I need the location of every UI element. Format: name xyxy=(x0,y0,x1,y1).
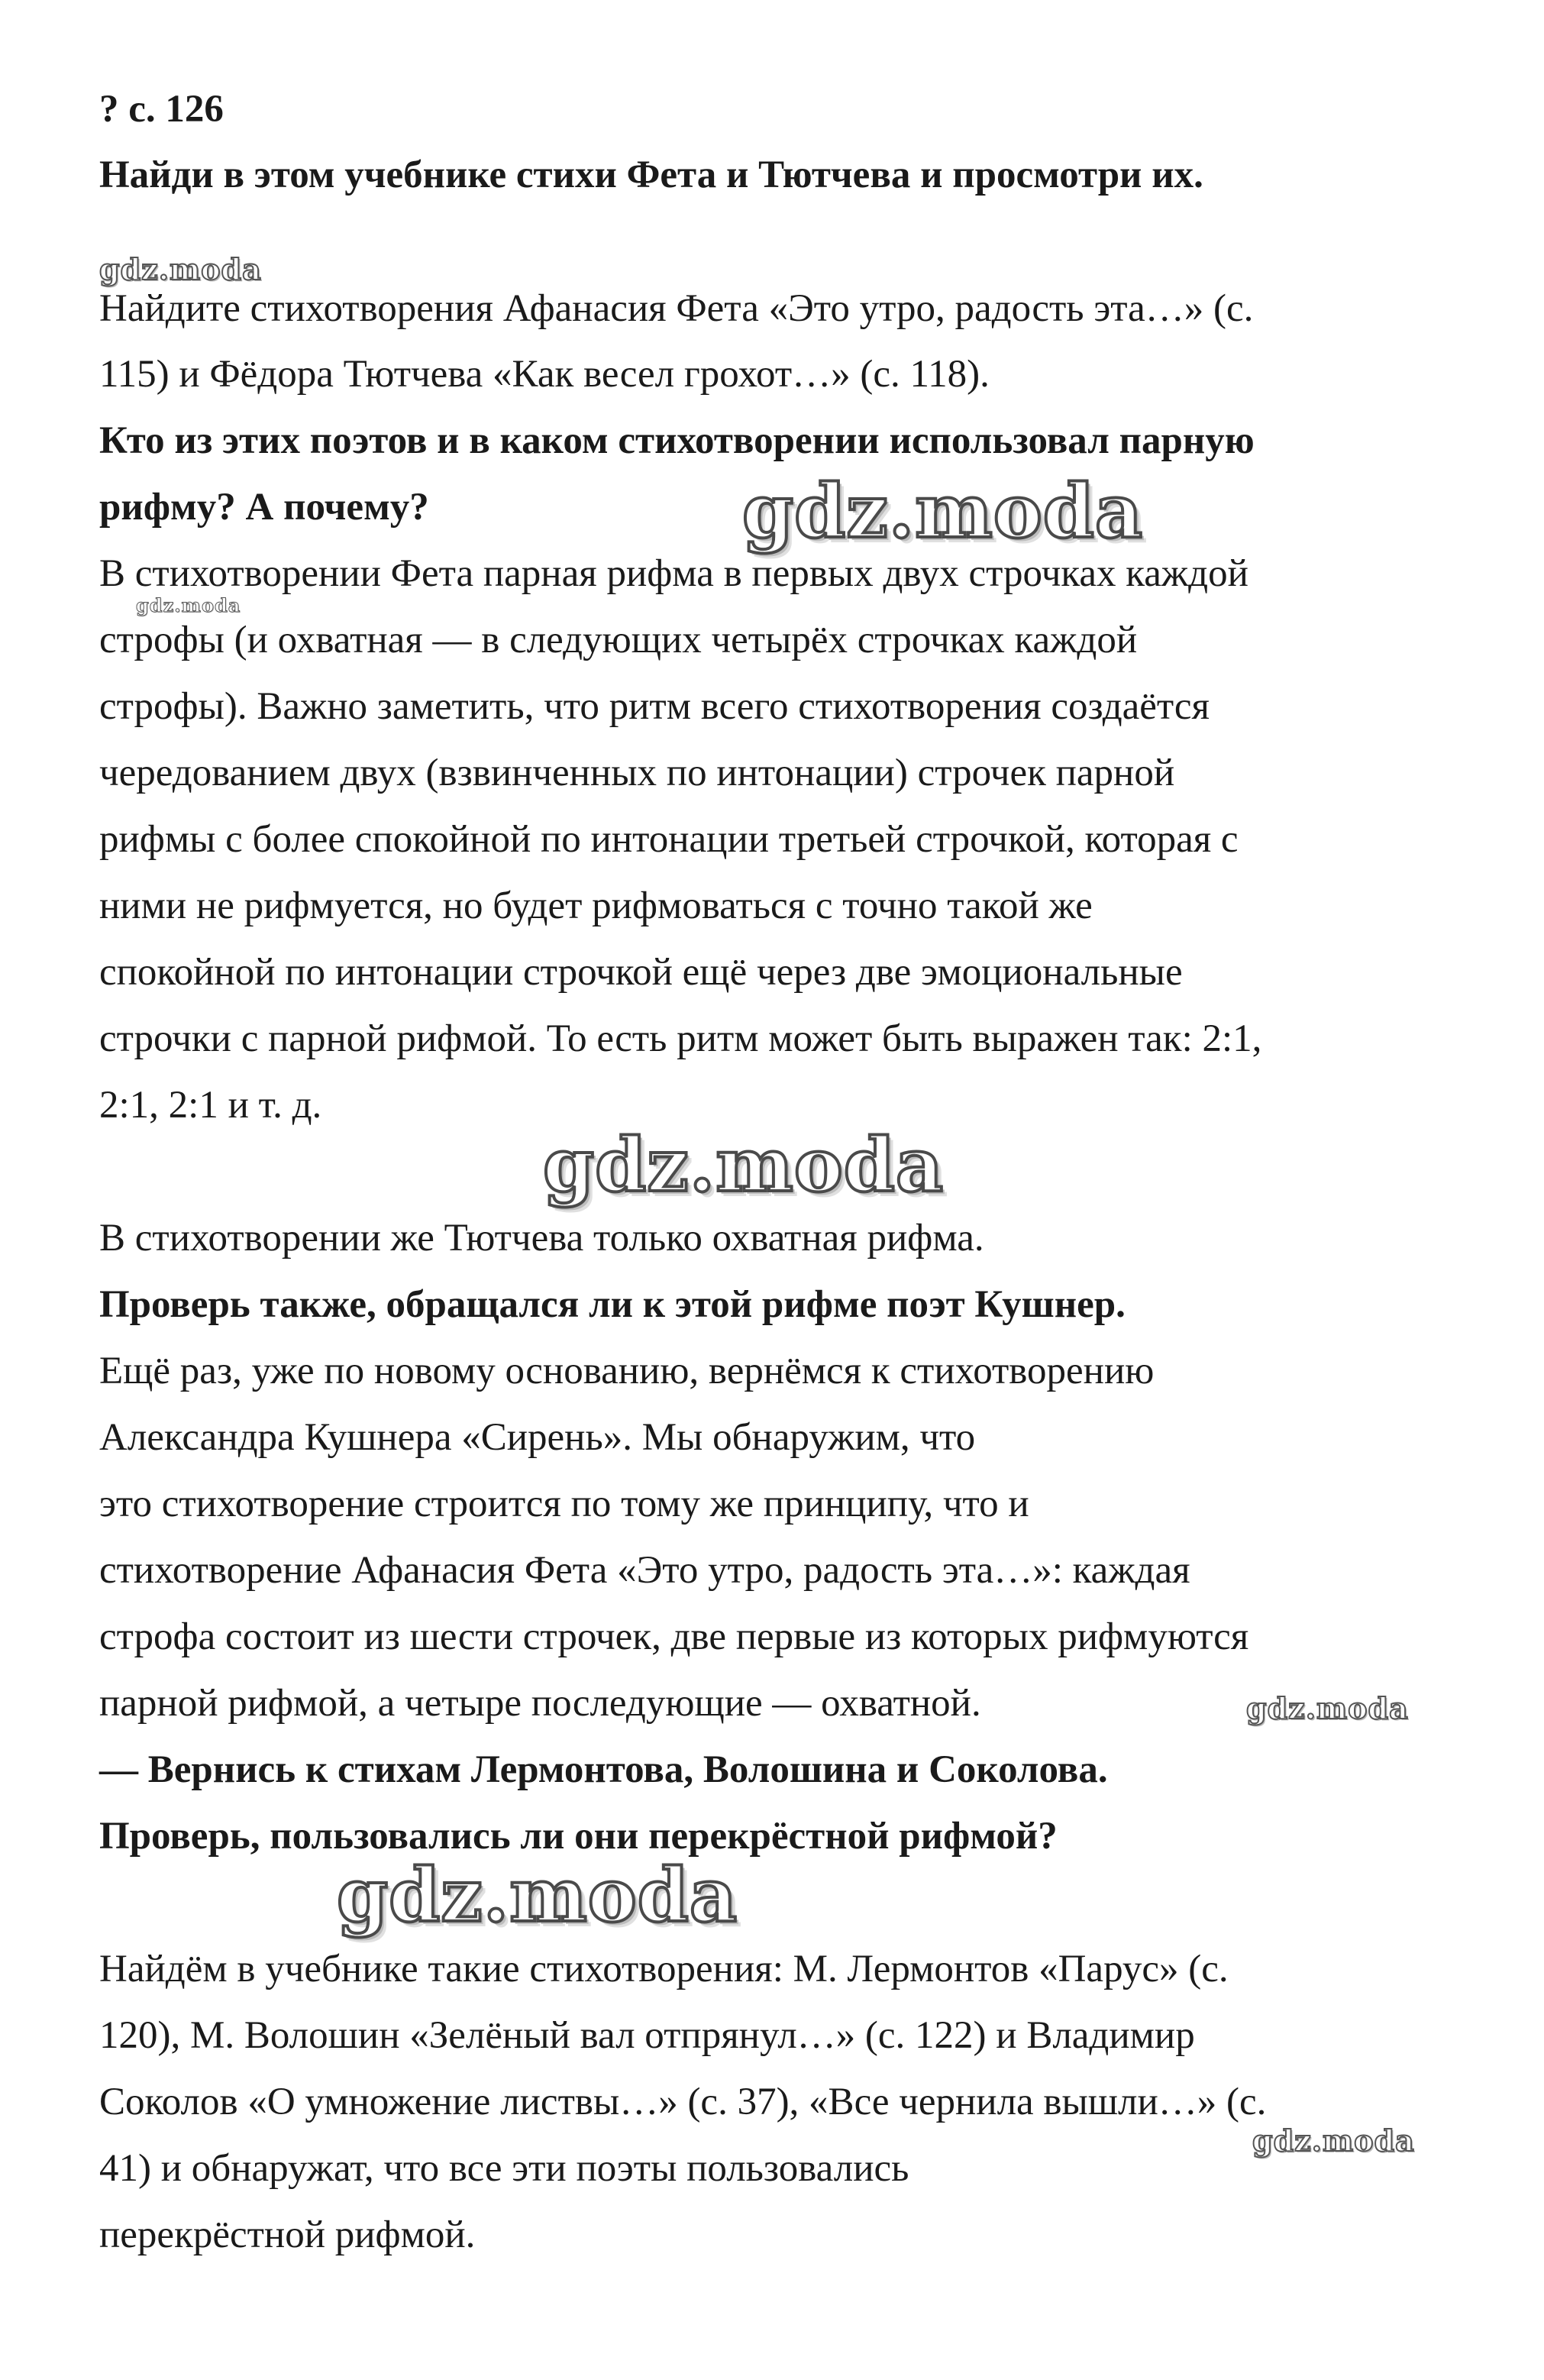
answer-line: строфы). Важно заметить, что ритм всего стихотворения создаётся xyxy=(99,685,1210,728)
watermark: gdz.moda xyxy=(337,1852,738,1939)
question-line: — Вернись к стихам Лермонтова, Волошина и Соколова. xyxy=(99,1748,1108,1791)
task-heading: Найди в этом учебнике стихи Фета и Тютчева и просмотри их. xyxy=(99,154,1203,196)
watermark: gdz.moda xyxy=(1246,1691,1409,1725)
watermark: gdz.moda xyxy=(742,468,1144,555)
answer-line: 41) и обнаружат, что все эти поэты пользовались xyxy=(99,2147,909,2190)
answer-line: В стихотворении Фета парная рифма в первых двух строчках каждой xyxy=(99,552,1248,595)
answer-line: ними не рифмуется, но будет рифмоваться с точно такой же xyxy=(99,884,1093,927)
watermark: gdz.moda xyxy=(136,594,241,616)
question-line: Проверь также, обращался ли к этой рифме поэт Кушнер. xyxy=(99,1283,1126,1326)
answer-line: стихотворение Афанасия Фета «Это утро, радость эта…»: каждая xyxy=(99,1549,1190,1592)
answer-line: рифмы с более спокойной по интонации третьей строчкой, которая с xyxy=(99,818,1239,861)
watermark: gdz.moda xyxy=(543,1122,945,1208)
answer-line: Соколов «О умножение листвы…» (с. 37), «Все чернила вышли…» (с. xyxy=(99,2081,1267,2123)
answer-line: чередованием двух (взвинченных по интонации) строчек парной xyxy=(99,752,1175,794)
answer-line: 2:1, 2:1 и т. д. xyxy=(99,1084,322,1127)
answer-line: строчки с парной рифмой. То есть ритм может быть выражен так: 2:1, xyxy=(99,1017,1262,1060)
answer-line: 120), М. Волошин «Зелёный вал отпрянул…» (с. 122) и Владимир xyxy=(99,2014,1195,2057)
answer-line: Найдите стихотворения Афанасия Фета «Это утро, радость эта…» (с. xyxy=(99,287,1254,330)
answer-line: строфы (и охватная — в следующих четырёх строчках каждой xyxy=(99,619,1138,661)
page-number: ? с. 126 xyxy=(99,88,224,131)
answer-line: Ещё раз, уже по новому основанию, вернёмся к стихотворению xyxy=(99,1350,1155,1392)
question-line: рифму? А почему? xyxy=(99,486,429,529)
answer-line: 115) и Фёдора Тютчева «Как весел грохот…» (с. 118). xyxy=(99,353,990,396)
answer-line: перекрёстной рифмой. xyxy=(99,2213,476,2256)
answer-line: Найдём в учебнике такие стихотворения: М. Лермонтов «Парус» (с. xyxy=(99,1948,1229,1990)
question-line: Проверь, пользовались ли они перекрёстной рифмой? xyxy=(99,1815,1058,1858)
watermark: gdz.moda xyxy=(99,252,262,286)
answer-line: Александра Кушнера «Сирень». Мы обнаружим, что xyxy=(99,1416,976,1459)
answer-line: это стихотворение строится по тому же принципу, что и xyxy=(99,1483,1029,1525)
watermark: gdz.moda xyxy=(1252,2123,1415,2158)
answer-line: парной рифмой, а четыре последующие — охватной. xyxy=(99,1682,981,1725)
question-line: Кто из этих поэтов и в каком стихотворении использовал парную xyxy=(99,419,1255,462)
answer-line: строфа состоит из шести строчек, две первые из которых рифмуются xyxy=(99,1615,1249,1658)
answer-line: спокойной по интонации строчкой ещё через две эмоциональные xyxy=(99,951,1183,994)
answer-line: В стихотворении же Тютчева только охватная рифма. xyxy=(99,1217,984,1260)
